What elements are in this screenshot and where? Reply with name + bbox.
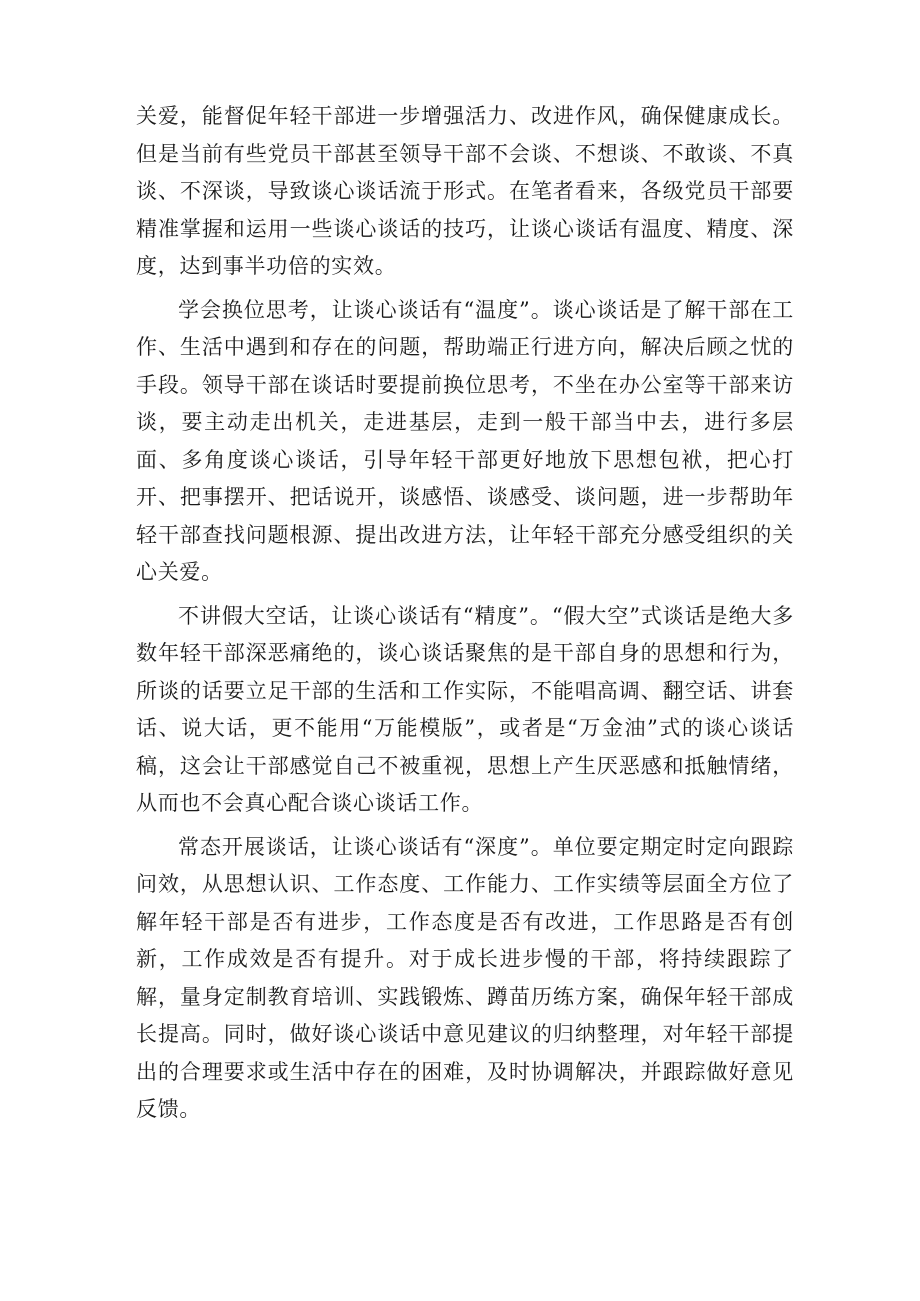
paragraph-intro: 关爱，能督促年轻干部进一步增强活力、改进作风，确保健康成长。但是当前有些党员干部甚至领导干部不会谈、不想谈、不敢谈、不真谈、不深谈，导致谈心谈话流于形式。在笔者看来，各级党员干部要精准掌握和运用一些谈心谈话的技巧，让谈心谈话有温度、精度、深度，达到事半功倍的实效。 [136,104,794,278]
document-body [136,98,794,1135]
paragraph-precision: 不讲假大空话，让谈心谈话有“精度”。“假大空”式谈话是绝大多数年轻干部深恶痛绝的，谈心谈话聚焦的是干部自身的思想和行为，所谈的话要立足干部的生活和工作实际，不能唱高调、翻空话、讲套话、说大话，更不能用“万能模版”，或者是“万金油”式的谈心谈话稿，这会让干部感觉自己不被重视，思想上产生厌恶感和抵触情绪，从而也不会真心配合谈心谈话工作。 [136,603,794,815]
paragraph-depth: 常态开展谈话，让谈心谈话有“深度”。单位要定期定时定向跟踪问效，从思想认识、工作态度、工作能力、工作实绩等层面全方位了解年轻干部是否有进步，工作态度是否有改进，工作思路是否有创新，工作成效是否有提升。对于成长进步慢的干部，将持续跟踪了解，量身定制教育培训、实践锻炼、蹲苗历练方案，确保年轻干部成长提高。同时，做好谈心谈话中意见建议的归纳整理，对年轻干部提出的合理要求或生活中存在的困难，及时协调解决，并跟踪做好意见反馈。 [136,834,794,1121]
paragraph-temperature: 学会换位思考，让谈心谈话有“温度”。谈心谈话是了解干部在工作、生活中遇到和存在的问题，帮助端正行进方向，解决后顾之忧的手段。领导干部在谈话时要提前换位思考，不坐在办公室等干部来访谈，要主动走出机关，走进基层，走到一般干部当中去，进行多层面、多角度谈心谈话，引导年轻干部更好地放下思想包袱，把心打开、把事摆开、把话说开，谈感悟、谈感受、谈问题，进一步帮助年轻干部查找问题根源、提出改进方法，让年轻干部充分感受组织的关心关爱。 [136,297,794,584]
